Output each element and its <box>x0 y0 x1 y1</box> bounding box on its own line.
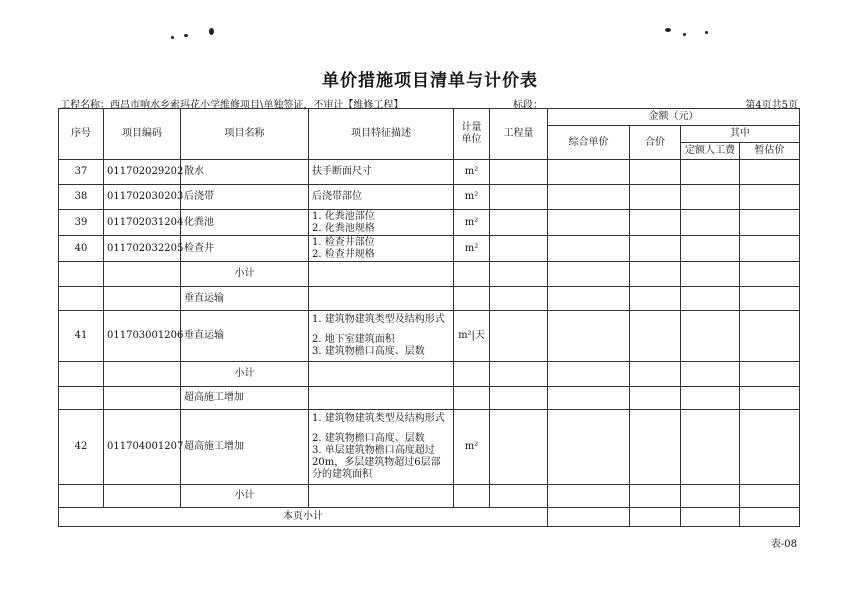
subtotal-label: 小计 <box>181 262 309 287</box>
cell-unit: m² <box>454 210 490 236</box>
cell-unit: m² <box>454 410 490 485</box>
cell-provisional <box>740 160 800 185</box>
table-row <box>59 311 800 362</box>
cell-total <box>630 160 681 185</box>
page-total-label: 本页小计 <box>59 508 548 527</box>
cell-unit: m² <box>454 160 490 185</box>
table-row <box>59 236 800 262</box>
scan-speck <box>171 36 174 39</box>
cell-total <box>630 236 681 262</box>
cell-code: 011703001206 <box>104 311 181 362</box>
cell-provisional <box>740 236 800 262</box>
cell-provisional <box>740 410 800 485</box>
form-number: 表-08 <box>770 539 797 550</box>
document-title: 单价措施项目清单与计价表 <box>322 71 538 91</box>
section-row <box>59 387 800 410</box>
cell-seq: 38 <box>59 185 104 210</box>
subtotal-label: 小计 <box>181 362 309 387</box>
cell-labor <box>681 210 740 236</box>
scan-speck <box>683 33 686 36</box>
desc-line: 3. 建筑物檐口高度、层数 <box>312 346 425 357</box>
cell-unit: m² <box>454 236 490 262</box>
cell-code: 011704001207 <box>104 410 181 485</box>
cell-desc <box>309 160 454 185</box>
cell-qty <box>490 236 548 262</box>
desc-line: 2. 化粪池规格 <box>312 222 375 234</box>
cell-desc <box>309 236 454 262</box>
desc-line: 2. 建筑物檐口高度、层数 <box>312 433 425 444</box>
cell-provisional <box>740 311 800 362</box>
header-of-which: 其中 <box>681 126 800 143</box>
cell-qty <box>490 210 548 236</box>
cell-seq: 37 <box>59 160 104 185</box>
cell-desc <box>309 185 454 210</box>
table-row <box>59 410 800 485</box>
cell-seq: 41 <box>59 311 104 362</box>
cell-total <box>630 410 681 485</box>
section-row <box>59 287 800 311</box>
cell-unit-price <box>548 311 630 362</box>
cell-unit-price <box>548 160 630 185</box>
cell-labor <box>681 311 740 362</box>
header-code: 项目编码 <box>104 109 181 160</box>
cell-code: 011702029202 <box>104 160 181 185</box>
header-unit: 计量单位 <box>454 109 490 160</box>
cell-total <box>630 185 681 210</box>
header-provisional: 暂估价 <box>740 143 800 160</box>
project-label: 工程名称： <box>60 100 110 111</box>
table-row <box>59 210 800 236</box>
header-labor: 定额人工费 <box>681 143 740 160</box>
scan-speck <box>184 34 188 37</box>
cell-seq: 40 <box>59 236 104 262</box>
header-name: 项目名称 <box>181 109 309 160</box>
cell-unit: m² <box>454 185 490 210</box>
cell-name: 垂直运输 <box>181 311 309 362</box>
header-amount: 金额（元） <box>548 109 800 126</box>
subtotal-row <box>59 362 800 387</box>
subtotal-row <box>59 485 800 508</box>
cell-code: 011702030203 <box>104 185 181 210</box>
cell-unit-price <box>548 210 630 236</box>
subtotal-label: 小计 <box>181 485 309 508</box>
scan-speck <box>705 31 708 34</box>
cell-qty <box>490 160 548 185</box>
cell-seq: 42 <box>59 410 104 485</box>
header-seq: 序号 <box>59 109 104 160</box>
table-row <box>59 160 800 185</box>
page-total-row <box>59 508 800 527</box>
cell-qty <box>490 185 548 210</box>
cell-code: 011702032205 <box>104 236 181 262</box>
table-row <box>59 185 800 210</box>
header-qty: 工程量 <box>490 109 548 160</box>
measures-bill-table <box>58 108 800 527</box>
cell-labor <box>681 410 740 485</box>
cell-desc <box>309 410 454 485</box>
cell-name: 化粪池 <box>181 210 309 236</box>
subtotal-row <box>59 262 800 287</box>
cell-name: 超高施工增加 <box>181 410 309 485</box>
cell-desc <box>309 311 454 362</box>
cell-labor <box>681 185 740 210</box>
section-label: 垂直运输 <box>181 287 309 311</box>
header-total: 合价 <box>630 126 681 160</box>
desc-line: 1. 检查井部位 <box>312 236 375 248</box>
header-desc: 项目特征描述 <box>309 109 454 160</box>
cell-name: 检查井 <box>181 236 309 262</box>
scan-speck <box>209 28 214 35</box>
desc-line: 2. 地下室建筑面积 <box>312 334 395 345</box>
desc-line: 扶手断面尺寸 <box>312 166 372 177</box>
cell-desc <box>309 210 454 236</box>
cell-qty <box>490 410 548 485</box>
scan-speck <box>665 28 671 32</box>
cell-unit-price <box>548 410 630 485</box>
header-unit-price: 综合单价 <box>548 126 630 160</box>
cell-unit: m²|天 <box>454 311 490 362</box>
section-label: 标段： <box>513 100 543 111</box>
desc-line: 后浇带部位 <box>312 191 362 202</box>
cell-labor <box>681 236 740 262</box>
desc-line: 1. 建筑物建筑类型及结构形式 <box>312 314 445 325</box>
desc-line: 3. 单层建筑物檐口高度超过20m，多层建筑物超过6层部分的建筑面积 <box>312 445 441 480</box>
cell-unit-price <box>548 236 630 262</box>
cell-code: 011702031204 <box>104 210 181 236</box>
page-info: 第4页共5页 <box>745 100 798 111</box>
cell-total <box>630 210 681 236</box>
cell-total <box>630 311 681 362</box>
cell-name: 后浇带 <box>181 185 309 210</box>
desc-line: 1. 化粪池部位 <box>312 210 375 222</box>
cell-name: 散水 <box>181 160 309 185</box>
cell-qty <box>490 311 548 362</box>
section-label: 超高施工增加 <box>181 387 309 410</box>
cell-unit-price <box>548 185 630 210</box>
desc-line: 2. 检查井规格 <box>312 248 375 260</box>
cell-provisional <box>740 210 800 236</box>
cell-provisional <box>740 185 800 210</box>
cell-labor <box>681 160 740 185</box>
desc-line: 1. 建筑物建筑类型及结构形式 <box>312 413 445 424</box>
project-name: 西昌市响水乡索玛花小学维修项目\单独签证，不审计【维修工程】 <box>110 100 404 111</box>
cell-seq: 39 <box>59 210 104 236</box>
